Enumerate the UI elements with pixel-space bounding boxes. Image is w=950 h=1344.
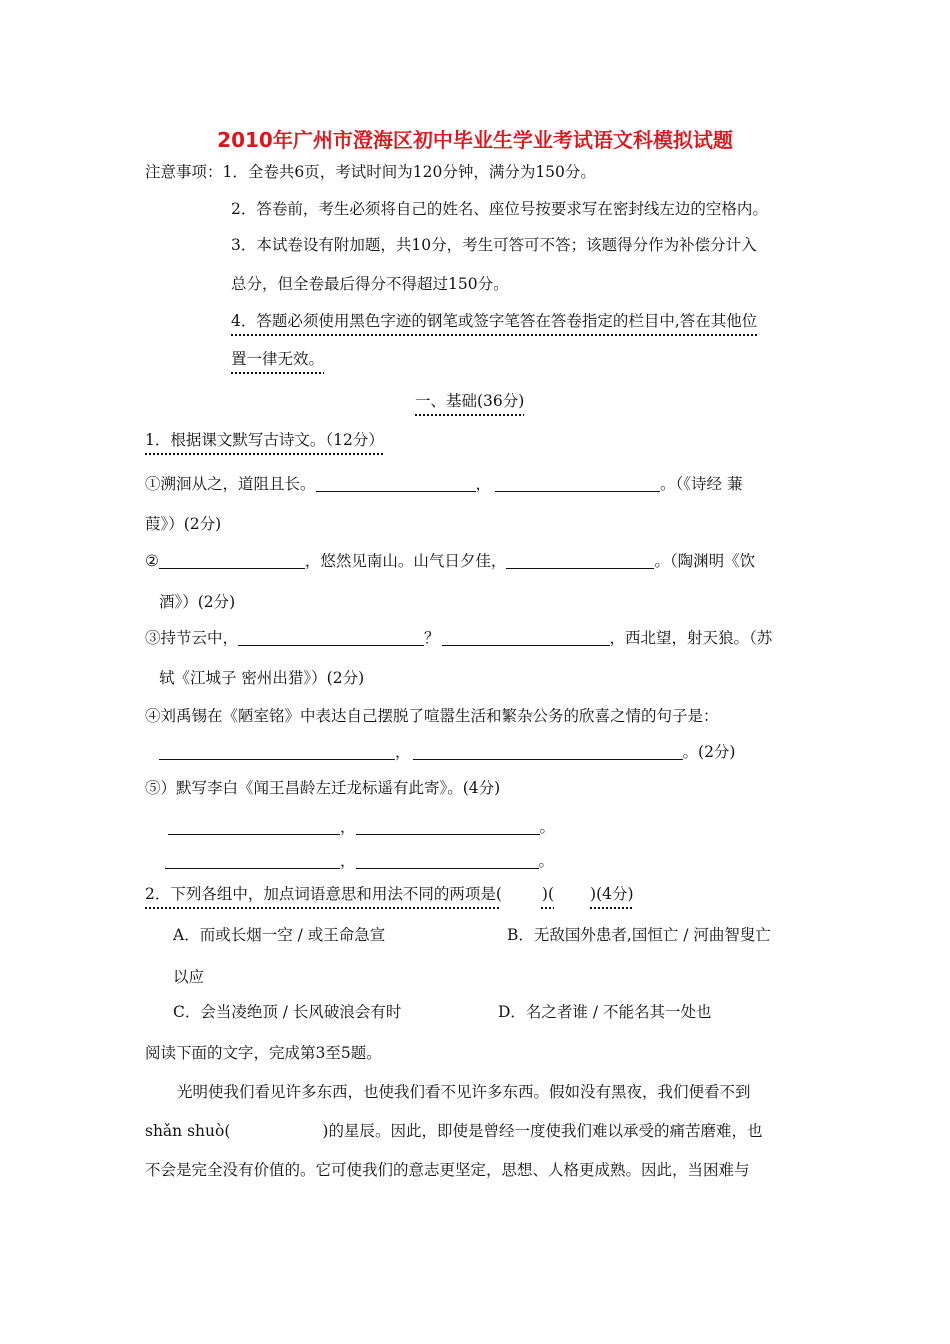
answer-blank[interactable] <box>356 852 539 869</box>
q2-option-b: B．无敌国外患者,国恒亡 / 河曲智叟亡 <box>507 926 771 944</box>
q1-item-4: ④刘禹锡在《陋室铭》中表达自己摆脱了喧嚣生活和繁杂公务的欣喜之情的句子是： <box>145 707 719 725</box>
q1-item-1-source: 葭》）(2分) <box>145 515 222 533</box>
q1-item-5: ⑤）默写李白《闻王昌龄左迁龙标遥有此寄》。(4分) <box>145 779 501 797</box>
notice-item-4-cont: 置一律无效。 <box>231 350 325 368</box>
reading-intro: 阅读下面的文字，完成第3至5题。 <box>145 1044 382 1062</box>
answer-blank[interactable] <box>238 629 424 646</box>
q2-option-d: D．名之者谁 / 不能名其一处也 <box>498 1003 712 1021</box>
q2-heading: 2．下列各组中，加点词语意思和用法不同的两项是( )( )(4分) <box>145 885 634 903</box>
notice-item-4: 4．答题必须使用黑色字迹的钢笔或签字笔答在答卷指定的栏目中,答在其他位 <box>231 312 758 330</box>
notice-item-1: 1．全卷共6页，考试时间为120分钟，满分为150分。 <box>222 163 596 181</box>
q1-item-5-answer-2: ， 。 <box>165 851 554 871</box>
q2-option-b-cont: 以应 <box>173 968 205 986</box>
exam-title: 2010年广州市澄海区初中毕业生学业考试语文科模拟试题 <box>217 128 733 152</box>
answer-blank[interactable] <box>316 475 476 492</box>
answer-blank[interactable] <box>159 552 305 569</box>
answer-blank[interactable] <box>506 552 654 569</box>
answer-blank[interactable] <box>356 818 540 835</box>
reading-paragraph-line-2: shǎn shuò( )的星辰。因此，即使是曾经一度使我们难以承受的痛苦磨难，也 <box>145 1122 763 1140</box>
answer-blank[interactable] <box>413 743 683 760</box>
notice-item-2: 2．答卷前，考生必须将自己的姓名、座位号按要求写在密封线左边的空格内。 <box>231 200 768 218</box>
answer-blank[interactable] <box>165 852 340 869</box>
reading-paragraph-line-3: 不会是完全没有价值的。它可使我们的意志更坚定，思想、人格更成熟。因此，当困难与 <box>145 1161 750 1179</box>
answer-blank[interactable] <box>168 818 340 835</box>
answer-blank[interactable] <box>442 629 610 646</box>
notice-item-3-cont: 总分，但全卷最后得分不得超过150分。 <box>231 275 509 293</box>
q1-item-3: ③持节云中， ？ ，西北望，射天狼。（苏 <box>145 629 773 647</box>
q1-heading: 1．根据课文默写古诗文。（12分） <box>145 431 384 449</box>
answer-blank[interactable] <box>159 743 395 760</box>
notice-item-3: 3．本试卷设有附加题，共10分，考生可答可不答；该题得分作为补偿分计入 <box>231 236 757 254</box>
q2-option-a: A．而或长烟一空 / 或王命急宣 <box>173 926 386 944</box>
q1-item-2: ② ，悠然见南山。山气日夕佳， 。（陶渊明《饮 <box>145 552 756 570</box>
notice-label: 注意事项： <box>145 163 223 181</box>
q1-item-2-source: 酒》）(2分) <box>159 593 236 611</box>
q1-item-3-source: 轼《江城子 密州出猎》）(2分) <box>159 669 365 687</box>
q1-item-4-answer: ， 。(2分) <box>159 742 735 762</box>
reading-paragraph-line-1: 光明使我们看见许多东西，也使我们看不见许多东西。假如没有黑夜，我们便看不到 <box>177 1083 751 1101</box>
section-heading: 一、基础(36分) <box>415 392 525 410</box>
q1-item-5-answer-1: ， 。 <box>168 817 555 837</box>
q1-item-1: ①溯洄从之，道阻且长。 ， 。（《诗经 蒹 <box>145 475 743 493</box>
answer-blank[interactable] <box>495 475 660 492</box>
q2-option-c: C．会当凌绝顶 / 长风破浪会有时 <box>173 1003 402 1021</box>
notice-line-1 <box>145 162 596 182</box>
